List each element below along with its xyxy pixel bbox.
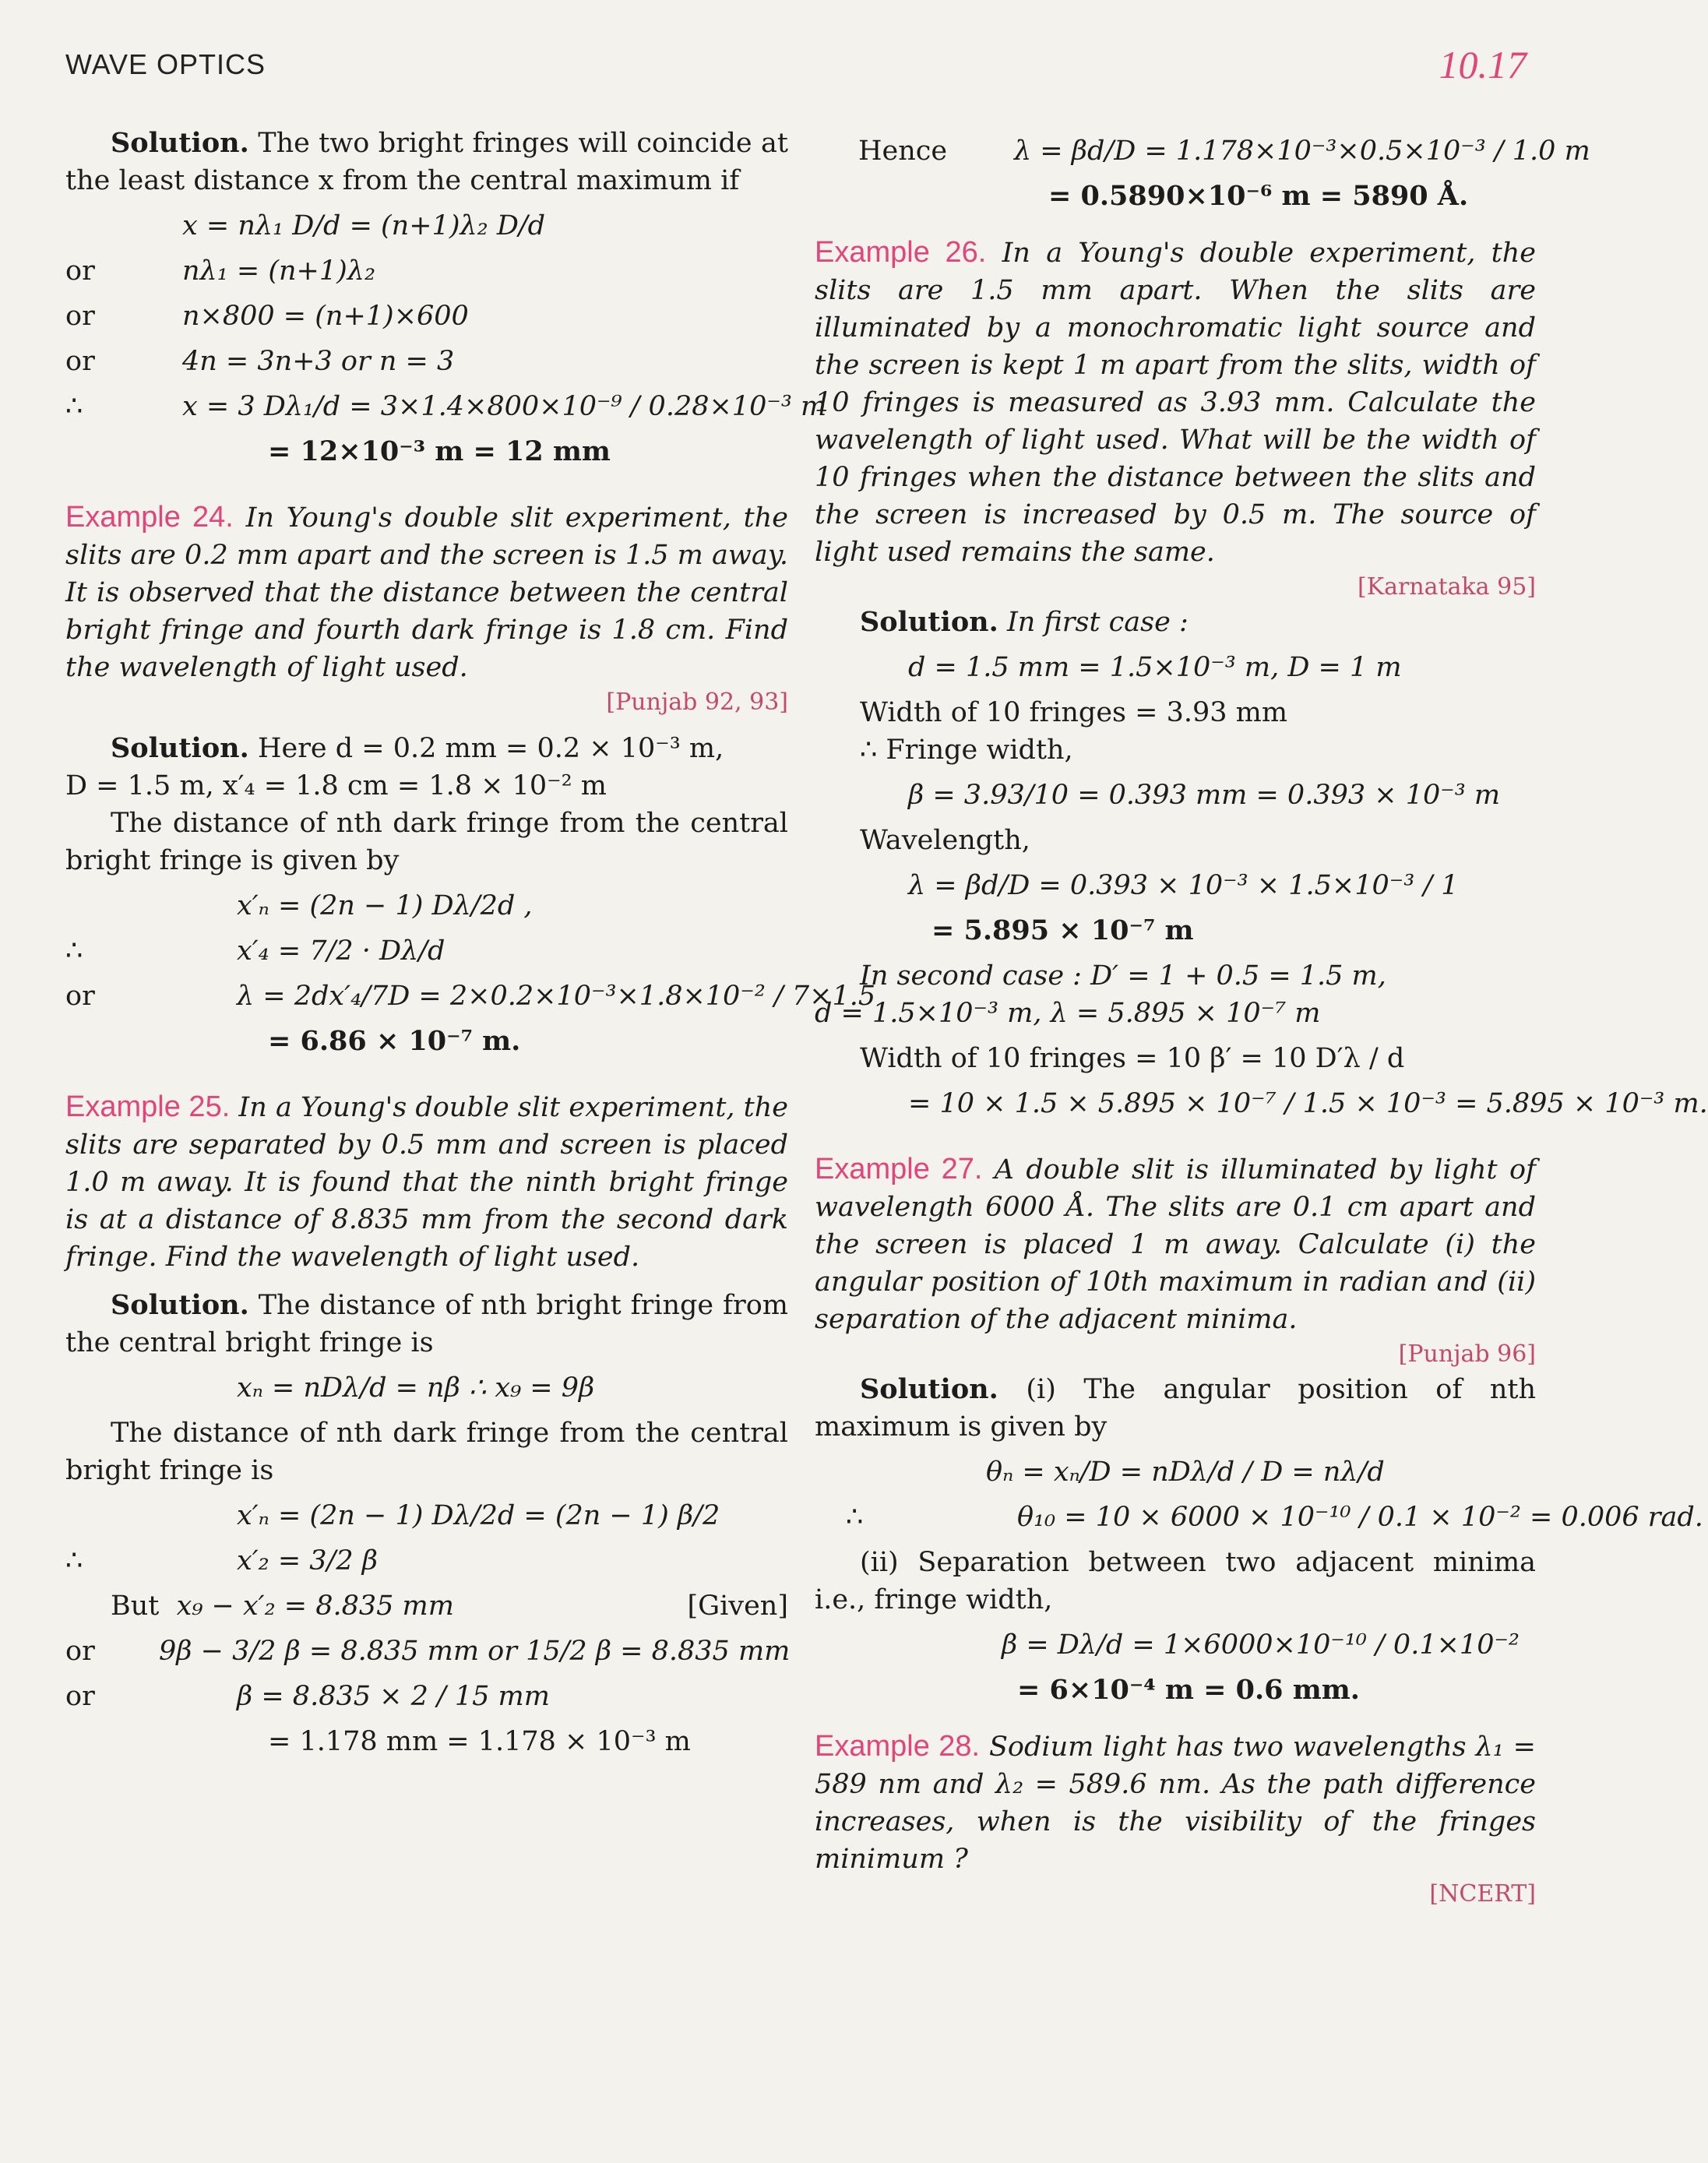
example-24 — [65, 498, 788, 686]
therefore-symbol: ∴ — [65, 935, 83, 967]
solution-label: Solution. — [111, 1289, 249, 1321]
solution-paragraph: The distance of nth dark fringe from the central bright fringe is — [65, 1418, 788, 1486]
example-source: [Punjab 96] — [1398, 1340, 1536, 1368]
example-text: Sodium light has two wavelengths λ₁ = 589 nm and λ₂ = 589.6 nm. As the path difference increases, when is the visibility of the fringes minimum ? — [815, 1731, 1536, 1875]
equation-row — [815, 1499, 1703, 1536]
left-column — [65, 125, 876, 1768]
equation: x₉ − x′₂ = 8.835 mm — [176, 1591, 454, 1622]
example-title: Example 25. — [65, 1090, 231, 1123]
example-26 — [815, 234, 1536, 571]
equation: n×800 = (n+1)×600 — [182, 301, 469, 332]
equation-result: = 6×10⁻⁴ m = 0.6 mm. — [1017, 1674, 1360, 1706]
equation: β = 8.835 × 2 / 15 mm — [237, 1681, 550, 1712]
equation-row — [65, 1542, 788, 1580]
solution-24 — [65, 730, 788, 767]
therefore-symbol: ∴ — [65, 1545, 83, 1576]
equation: x = 3 Dλ₁/d = 3×1.4×800×10⁻⁹ / 0.28×10⁻³ m — [182, 391, 827, 422]
solution-text-line: ∴ Fringe width, — [860, 735, 1073, 766]
solution-label: Solution. — [111, 127, 249, 159]
equation-row — [65, 388, 827, 425]
equation-row — [815, 649, 1536, 686]
equation-row — [65, 1497, 788, 1534]
solution-label: Solution. — [111, 732, 249, 764]
running-header: WAVE OPTICS — [65, 48, 266, 80]
or-label: or — [65, 1681, 95, 1712]
equation-result: = 12×10⁻³ m = 12 mm — [268, 435, 611, 467]
example-text: In Young's double slit experiment, the slits are 0.2 mm apart and the screen is 1.5 m away. It is observed that the distance between the central bright fringe and fourth dark fringe is 1.8 cm. Find the wavelength of light used. — [65, 502, 788, 683]
equation-row — [65, 887, 788, 925]
solution-text: The distance of nth bright fringe from the central bright fringe is — [65, 1290, 788, 1358]
equation: θ₁₀ = 10 × 6000 × 10⁻¹⁰ / 0.1 × 10⁻² = 0.006 rad. — [1017, 1502, 1703, 1533]
equation: λ = 2dx′₄/7D = 2×0.2×10⁻³×1.8×10⁻² / 7×1.5 — [237, 981, 876, 1012]
right-column — [815, 125, 1708, 1911]
example-title: Example 27. — [815, 1153, 983, 1185]
equation: Width of 10 fringes = 10 β′ = 10 D′λ / d — [860, 1043, 1405, 1074]
equation-row — [815, 1085, 1708, 1122]
but-label: But — [111, 1591, 160, 1622]
equation-row — [65, 932, 788, 970]
solution-text-line: D = 1.5 m, x′₄ = 1.8 cm = 1.8 × 10⁻² m — [65, 770, 607, 801]
equation-result: = 5.895 × 10⁻⁷ m — [931, 914, 1194, 946]
example-title: Example 28. — [815, 1730, 981, 1763]
solution-text-line: Width of 10 fringes = 3.93 mm — [860, 697, 1288, 728]
solution-text-line: Wavelength, — [860, 825, 1030, 856]
example-source: [NCERT] — [1429, 1880, 1536, 1908]
equation-row — [815, 867, 1536, 904]
equation-row — [65, 343, 788, 380]
solution-25 — [65, 1287, 788, 1362]
equation: 4n = 3n+3 or n = 3 — [182, 346, 455, 377]
equation-row — [65, 1723, 788, 1760]
equation-row — [815, 777, 1536, 814]
solution-label: Solution. — [860, 1373, 998, 1405]
solution-paragraph: The distance of nth dark fringe from the central bright fringe is given by — [65, 808, 788, 876]
equation: nλ₁ = (n+1)λ₂ — [182, 255, 375, 287]
equation: = 10 × 1.5 × 5.895 × 10⁻⁷ / 1.5 × 10⁻³ = 5.895 × 10⁻³ m. — [908, 1088, 1708, 1119]
equation-row — [65, 1633, 791, 1670]
equation-row — [815, 1672, 1536, 1709]
equation-row — [65, 433, 788, 470]
example-title: Example 26. — [815, 236, 987, 269]
solution-paragraph: (ii) Separation between two adjacent minima i.e., fringe width, — [815, 1547, 1536, 1615]
or-label: or — [65, 1636, 95, 1667]
equation: 9β − 3/2 β = 8.835 mm or 15/2 β = 8.835 mm — [159, 1636, 791, 1667]
given-label: [Given] — [687, 1591, 788, 1622]
equation: β = 3.93/10 = 0.393 mm = 0.393 × 10⁻³ m — [908, 780, 1501, 811]
equation: x′₂ = 3/2 β — [237, 1545, 378, 1576]
therefore-symbol: ∴ — [846, 1502, 864, 1533]
equation-row — [815, 132, 1590, 170]
or-label: or — [65, 346, 95, 377]
equation: λ = βd/D = 1.178×10⁻³×0.5×10⁻³ / 1.0 m — [1014, 136, 1590, 167]
solution-23-intro — [65, 125, 788, 199]
equation-result: = 1.178 mm = 1.178 × 10⁻³ m — [268, 1726, 691, 1757]
equation: λ = βd/D = 0.393 × 10⁻³ × 1.5×10⁻³ / 1 — [908, 870, 1459, 901]
or-label: or — [65, 981, 95, 1012]
example-text: In a Young's double slit experiment, the slits are separated by 0.5 mm and screen is placed 1.0 m away. It is found that the ninth bright fringe is at a distance of 8.835 mm from the second dark fringe. Find the wavelength of light used. — [65, 1092, 788, 1273]
page-number: 10.17 — [1439, 43, 1527, 86]
solution-27 — [815, 1371, 1536, 1446]
solution-text: The two bright fringes will coincide at the least distance x from the central maximum if — [65, 128, 788, 196]
equation-row — [815, 1040, 1536, 1077]
example-27 — [815, 1150, 1536, 1338]
equation: d = 1.5 mm = 1.5×10⁻³ m, D = 1 m — [908, 652, 1402, 683]
equation-result: = 6.86 × 10⁻⁷ m. — [268, 1025, 521, 1057]
equation-row — [815, 178, 1536, 215]
equation: x = nλ₁ D/d = (n+1)λ₂ D/d — [182, 210, 546, 241]
solution-text-line: In second case : D′ = 1 + 0.5 = 1.5 m, — [860, 960, 1386, 992]
equation: xₙ = nDλ/d = nβ ∴ x₉ = 9β — [237, 1372, 595, 1404]
example-28 — [815, 1728, 1536, 1878]
solution-text: In first case : — [1006, 607, 1189, 638]
solution-26 — [815, 604, 1536, 641]
equation-result: = 0.5890×10⁻⁶ m = 5890 Å. — [1048, 180, 1469, 212]
example-text: A double slit is illuminated by light of wavelength 6000 Å. The slits are 0.1 cm apart and the screen is placed 1 m away. Calculate (i) the angular position of 10th maximum in radian and (ii) separation of the adjacent minima. — [815, 1154, 1536, 1335]
solution-label: Solution. — [860, 606, 998, 638]
solution-text: (i) The angular position of nth maximum is given by — [815, 1374, 1536, 1443]
example-source: [Karnataka 95] — [1358, 573, 1536, 601]
or-label: or — [65, 255, 95, 287]
equation-row — [65, 252, 788, 290]
hence-label: Hence — [858, 136, 948, 167]
equation: x′₄ = 7/2 · Dλ/d — [237, 935, 445, 967]
example-title: Example 24. — [65, 501, 234, 534]
or-label: or — [65, 301, 95, 332]
equation: x′ₙ = (2n − 1) Dλ/2d , — [237, 890, 533, 921]
equation-row — [815, 912, 1536, 949]
equation-row — [65, 1587, 788, 1625]
equation: x′ₙ = (2n − 1) Dλ/2d = (2n − 1) β/2 — [237, 1500, 720, 1531]
example-source: [Punjab 92, 93] — [606, 689, 788, 716]
equation-row — [65, 1678, 788, 1715]
equation-row — [65, 978, 876, 1015]
example-text: In a Young's double experiment, the slits are 1.5 mm apart. When the slits are illuminated by a monochromatic light source and the screen is kept 1 m apart from the slits, width of 10 fringes is measured as 3.93 mm. Calculate the wavelength of light used. What will be the width of 10 fringes when the distance between the slits and the screen is increased by 0.5 m. The source of light used remains the same. — [815, 238, 1536, 568]
equation: θₙ = xₙ/D = nDλ/d / D = nλ/d — [986, 1457, 1385, 1488]
equation-row — [815, 1626, 1536, 1664]
equation: d = 1.5×10⁻³ m, λ = 5.895 × 10⁻⁷ m — [815, 998, 1321, 1029]
equation-row — [65, 298, 788, 335]
solution-text: Here d = 0.2 mm = 0.2 × 10⁻³ m, — [257, 733, 724, 764]
example-25 — [65, 1088, 788, 1276]
therefore-symbol: ∴ — [65, 391, 83, 422]
equation-row — [65, 1369, 788, 1407]
equation: β = Dλ/d = 1×6000×10⁻¹⁰ / 0.1×10⁻² — [1002, 1629, 1520, 1661]
equation-row — [815, 1453, 1536, 1491]
equation-row — [65, 207, 788, 245]
equation-row — [65, 1023, 788, 1060]
